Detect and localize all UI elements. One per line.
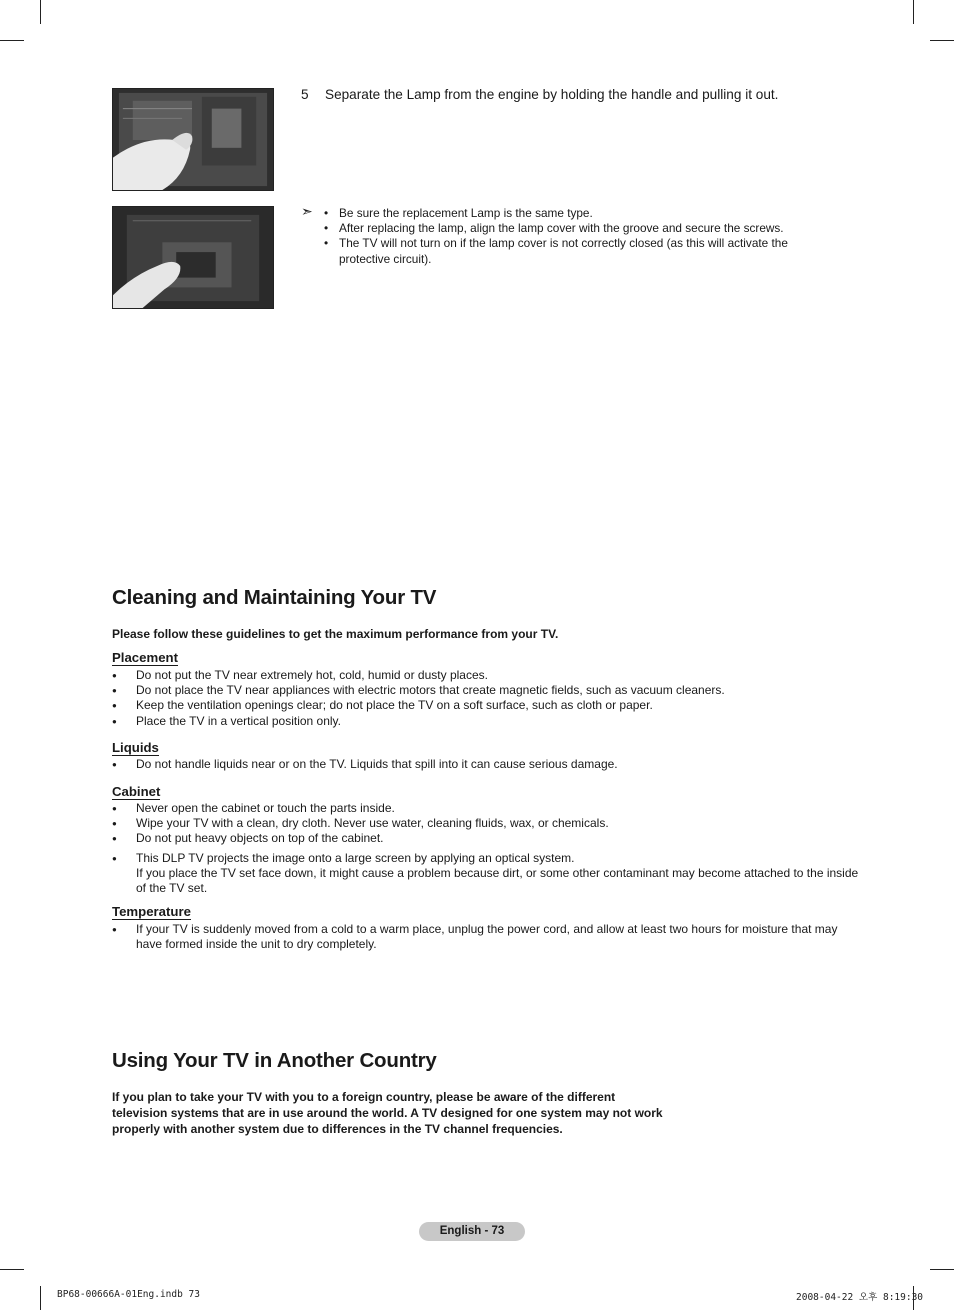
- country-intro-line: television systems that are in use around the world. A TV designed for one system may not work: [112, 1105, 663, 1120]
- lamp-removal-illustration: [113, 89, 273, 190]
- placement-list: [112, 668, 862, 729]
- crop-mark: [930, 1269, 954, 1270]
- list-item: ● Do not put heavy objects on top of the cabinet.: [112, 831, 862, 846]
- cleaning-section-title: Cleaning and Maintaining Your TV: [112, 586, 437, 609]
- list-item: ● Keep the ventilation openings clear; do not place the TV on a soft surface, such as cloth or paper.: [112, 698, 862, 713]
- note-item: • After replacing the lamp, align the lamp cover with the groove and secure the screws.: [324, 221, 814, 236]
- dlp-line-2: If you place the TV set face down, it might cause a problem because dirt, or some other contaminant may become attached to the inside of the TV set.: [136, 866, 859, 896]
- step-instruction: [301, 87, 778, 102]
- temperature-heading: Temperature: [112, 904, 191, 919]
- footer-file-info: BP68-00666A-01Eng.indb 73: [57, 1289, 200, 1300]
- note-list: [324, 206, 814, 267]
- lamp-removal-photo: [112, 88, 274, 191]
- crop-mark: [930, 40, 954, 41]
- cleaning-intro: Please follow these guidelines to get the maximum performance from your TV.: [112, 627, 559, 641]
- step-text: Separate the Lamp from the engine by holding the handle and pulling it out.: [325, 87, 779, 102]
- country-intro-line: If you plan to take your TV with you to a foreign country, please be aware of the different: [112, 1090, 616, 1104]
- dlp-line-1: This DLP TV projects the image onto a large screen by applying an optical system.: [136, 851, 575, 865]
- crop-mark: [40, 1286, 41, 1310]
- cabinet-heading: Cabinet: [112, 784, 161, 799]
- list-item: ● Do not place the TV near appliances with electric motors that create magnetic fields, such as vacuum cleaners.: [112, 683, 862, 698]
- country-intro-line: properly with another system due to differences in the TV channel frequencies.: [112, 1121, 563, 1136]
- crop-mark: [0, 40, 24, 41]
- lamp-installed-photo: [112, 206, 274, 309]
- note-arrow-icon: ➣: [301, 203, 313, 219]
- cabinet-list: [112, 801, 862, 847]
- dlp-note-list: [112, 851, 862, 897]
- country-intro: [112, 1090, 663, 1137]
- crop-mark: [40, 0, 41, 24]
- note-item: • The TV will not turn on if the lamp cover is not correctly closed (as this will activate the protective circuit).: [324, 236, 814, 266]
- temperature-list: [112, 922, 862, 952]
- list-item: ● Do not put the TV near extremely hot, cold, humid or dusty places.: [112, 668, 862, 683]
- list-item: ● Do not handle liquids near or on the TV. Liquids that spill into it can cause serious damage.: [112, 757, 862, 772]
- lamp-installed-illustration: [113, 207, 273, 308]
- country-section-title: Using Your TV in Another Country: [112, 1049, 437, 1072]
- list-item: ● If your TV is suddenly moved from a cold to a warm place, unplug the power cord, and allow at least two hours for moisture that may have formed inside the unit to dry completely.: [112, 922, 862, 952]
- step-number: 5: [301, 87, 309, 102]
- list-item: ● Wipe your TV with a clean, dry cloth. Never use water, cleaning fluids, wax, or chemicals.: [112, 816, 862, 831]
- page-number-badge: English - 73: [419, 1222, 525, 1241]
- footer-timestamp: 2008-04-22 오후 8:19:30: [796, 1292, 924, 1303]
- note-item: • Be sure the replacement Lamp is the same type.: [324, 206, 814, 221]
- list-item: [112, 851, 862, 897]
- crop-mark: [0, 1269, 24, 1270]
- list-item: ● Place the TV in a vertical position only.: [112, 714, 862, 729]
- liquids-list: [112, 757, 862, 772]
- crop-mark: [913, 0, 914, 24]
- list-item: ● Never open the cabinet or touch the parts inside.: [112, 801, 862, 816]
- liquids-heading: Liquids: [112, 740, 159, 755]
- placement-heading: Placement: [112, 650, 178, 665]
